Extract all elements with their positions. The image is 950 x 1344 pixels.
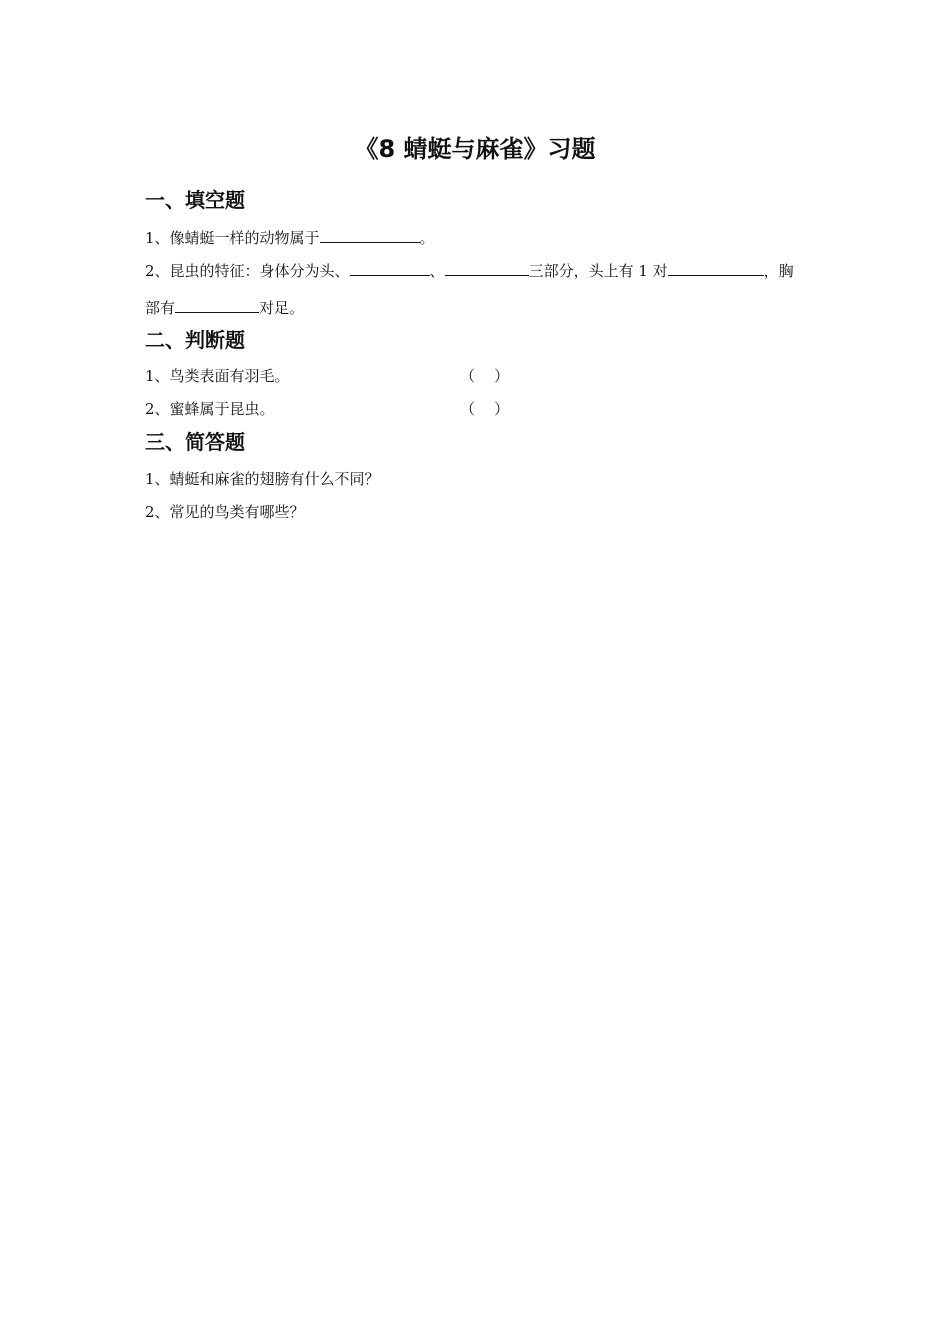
answer-blank xyxy=(668,259,764,276)
true-false-question-1: 1、鸟类表面有羽毛。 xyxy=(145,367,290,385)
answer-blank xyxy=(320,226,420,243)
answer-blank xyxy=(445,259,529,276)
answer-blank xyxy=(175,296,259,313)
page-title: 《8 蜻蜓与麻雀》习题 xyxy=(354,135,596,163)
fill-blank-question-2-continued xyxy=(145,296,304,319)
question-text: 2、昆虫的特征：身体分为头、 xyxy=(145,262,350,280)
short-answer-question-2: 2、常见的鸟类有哪些？ xyxy=(145,503,305,521)
question-text: 部有 xyxy=(145,299,176,317)
section-heading-true-false: 二、判断题 xyxy=(145,328,245,352)
answer-bracket: （ ） xyxy=(460,367,510,385)
question-text: 三部分，头上有 1 对 xyxy=(528,262,668,280)
true-false-question-2: 2、蜜蜂属于昆虫。 xyxy=(145,400,275,418)
question-text: 对足。 xyxy=(259,299,305,317)
question-text: 1、像蜻蜓一样的动物属于 xyxy=(145,229,320,247)
fill-blank-question-2 xyxy=(145,259,794,282)
section-heading-short-answer: 三、简答题 xyxy=(145,430,245,454)
question-text: 、 xyxy=(429,262,445,280)
short-answer-question-1: 1、蜻蜓和麻雀的翅膀有什么不同？ xyxy=(145,470,380,488)
question-text: ，胸 xyxy=(763,262,794,280)
question-text: 。 xyxy=(419,229,435,247)
answer-bracket: （ ） xyxy=(460,400,510,418)
answer-blank xyxy=(350,259,430,276)
section-heading-fill-blank: 一、填空题 xyxy=(145,188,245,212)
fill-blank-question-1 xyxy=(145,226,435,249)
